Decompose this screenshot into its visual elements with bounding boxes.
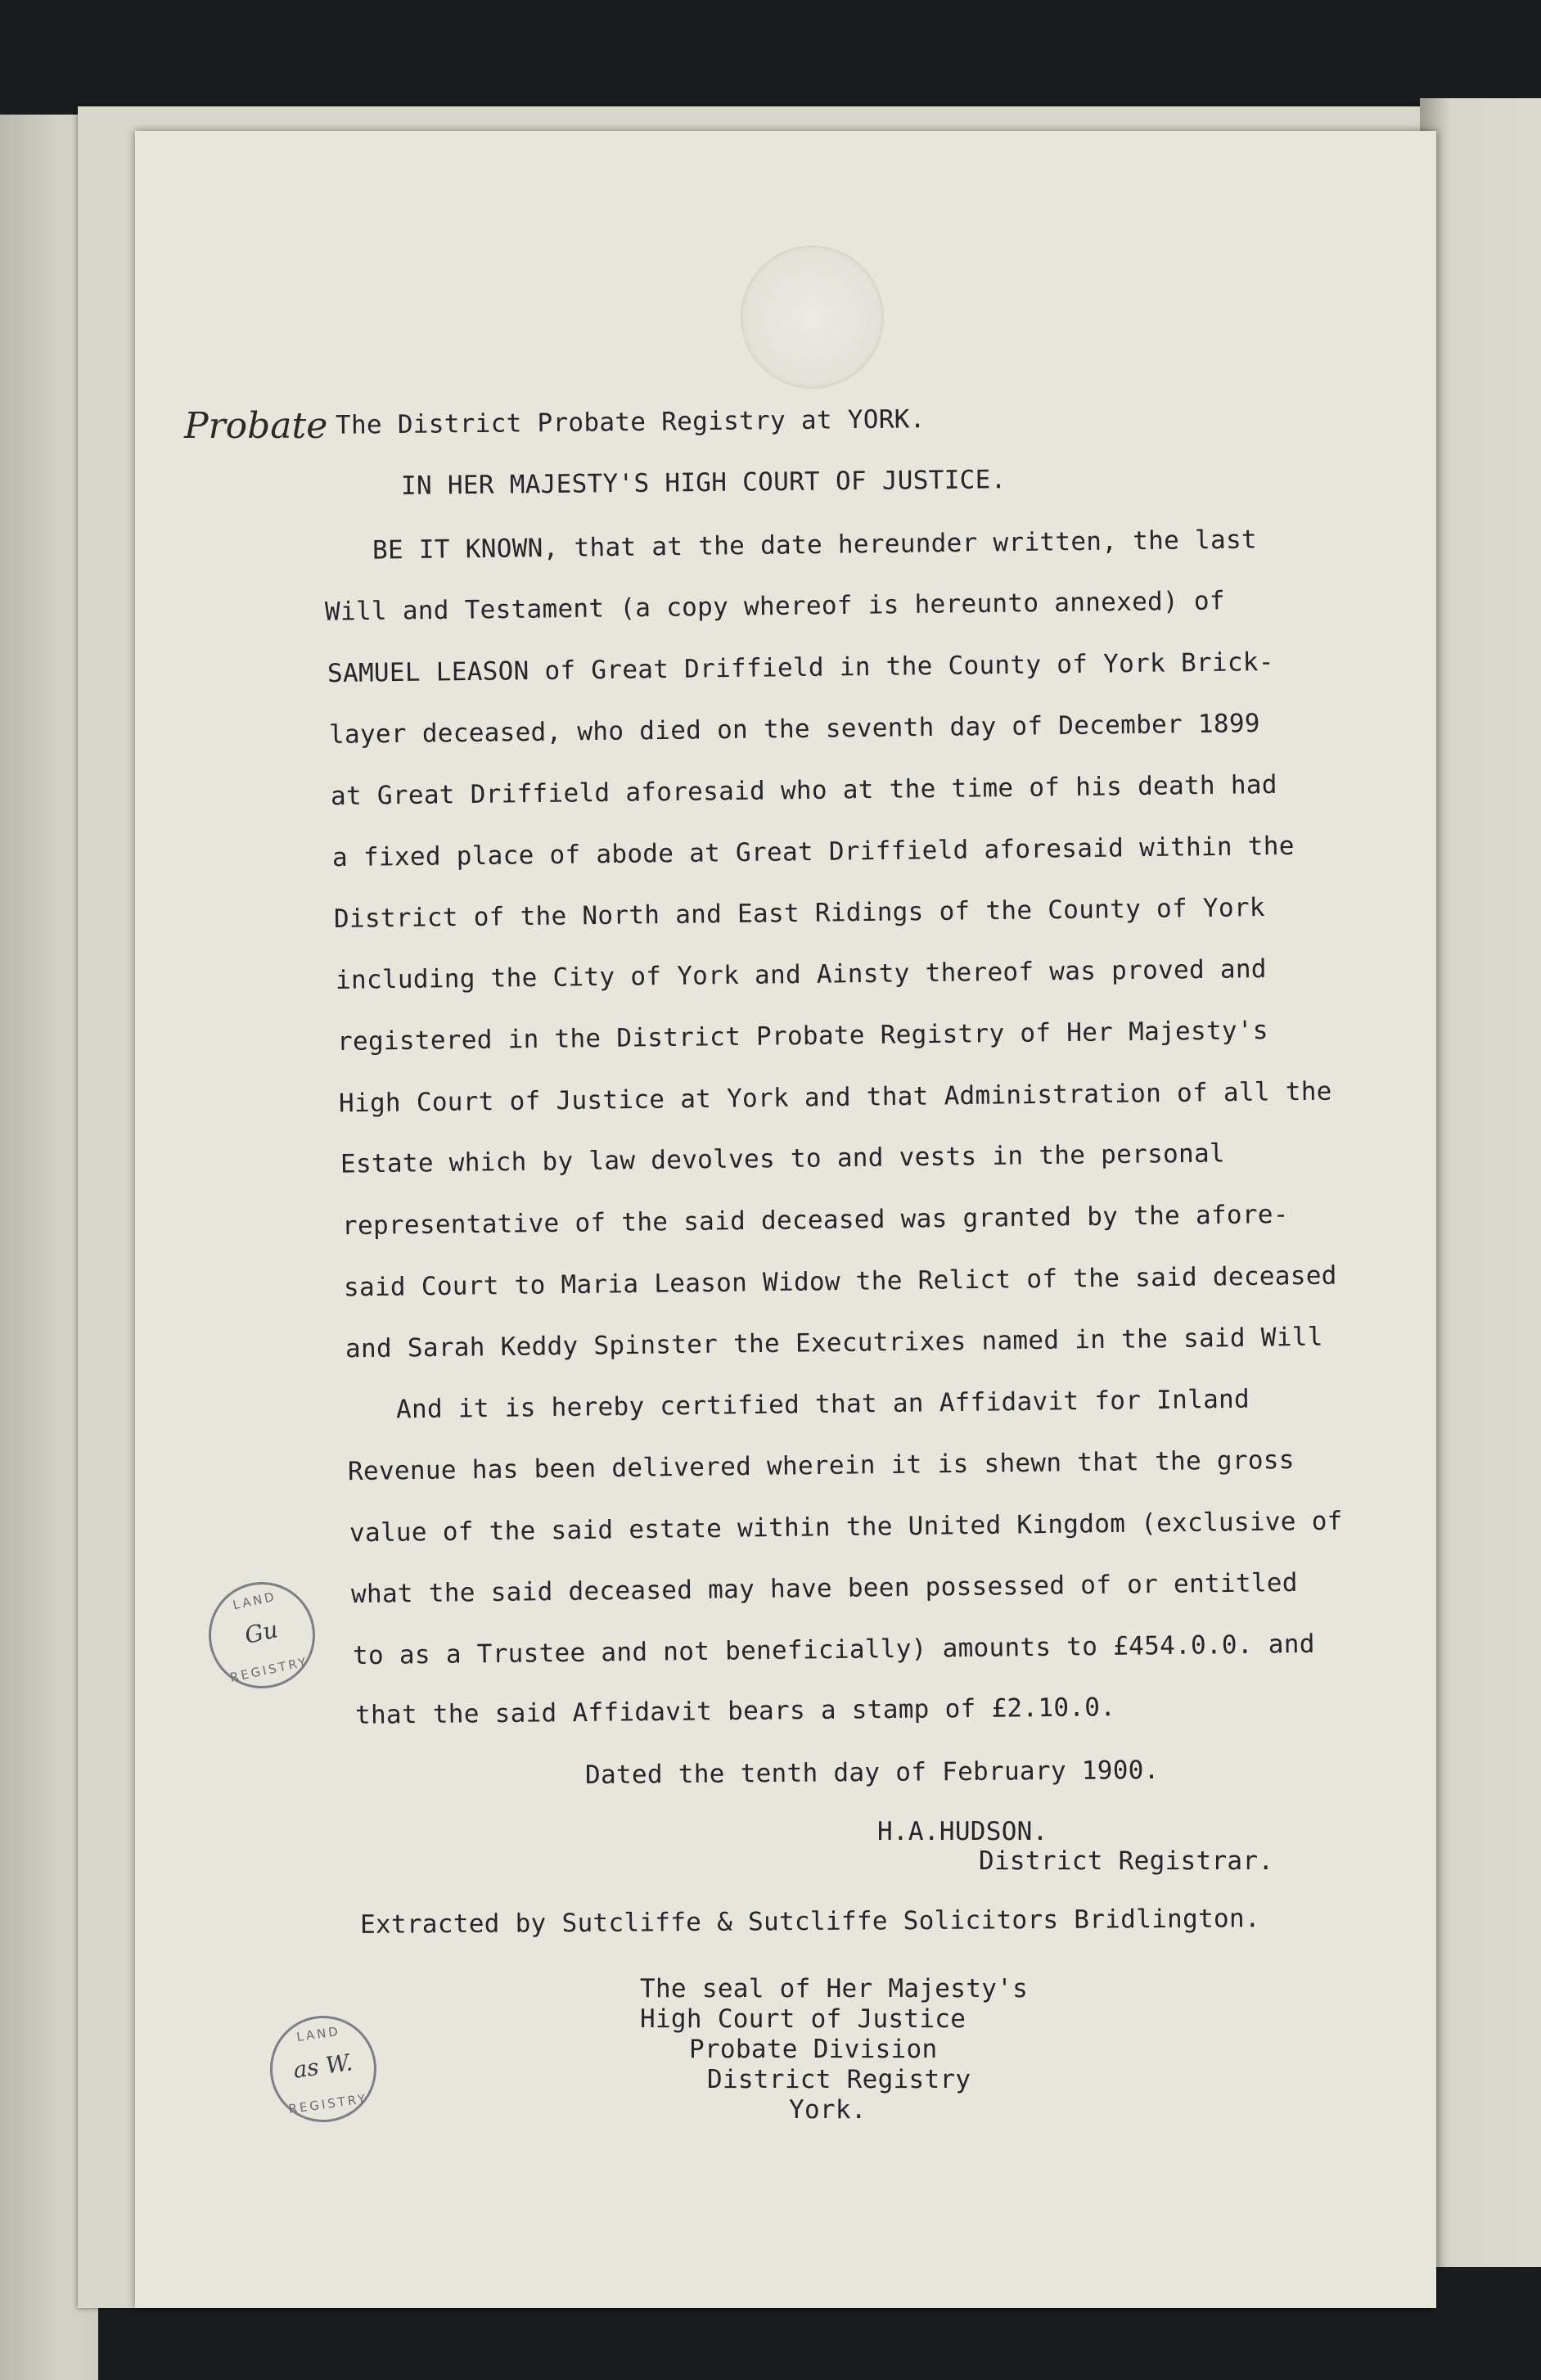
text-line: a fixed place of abode at Great Driffield aforesaid within the (331, 831, 1295, 873)
date-line: Dated the tenth day of February 1900. (584, 1755, 1160, 1791)
text-line: to as a Trustee and not beneficially) amounts to £454.0.0. and (352, 1629, 1315, 1671)
text-line: what the said deceased may have been possessed of or entitled (350, 1567, 1298, 1610)
text-line: said Court to Maria Leason Widow the Relict of the said deceased (343, 1260, 1337, 1303)
text-line: High Court of Justice at York and that Administration of all the (338, 1076, 1332, 1119)
text-line: and Sarah Keddy Spinster the Executrixes named in the said Will (345, 1322, 1323, 1364)
text-line: Estate which by law devolves to and vests in the personal (340, 1138, 1226, 1179)
seal-text: The seal of Her Majesty's (640, 1974, 1029, 2004)
stamp-initials: Gu (242, 1616, 281, 1649)
stamp-initials: as W. (291, 2049, 354, 2084)
text-line: at Great Driffield aforesaid who at the time of his death had (330, 769, 1277, 812)
seal-text: High Court of Justice (640, 2004, 967, 2034)
text-line: value of the said estate within the United Kingdom (exclusive of (349, 1506, 1343, 1548)
text-line: BE IT KNOWN, that at the date hereunder written, the last (372, 525, 1258, 566)
text-line: registered in the District Probate Registry of Her Majesty's (336, 1016, 1269, 1057)
text-line: including the City of York and Ainsty thereof was proved and (335, 954, 1268, 995)
right-facing-page-edge (1420, 98, 1541, 2267)
stamp-ring-top: LAND (295, 2023, 341, 2045)
seal-text: District Registry (707, 2065, 971, 2094)
text-line: layer deceased, who died on the seventh day of December 1899 (328, 709, 1261, 750)
registry-heading: The District Probate Registry at YORK. (335, 404, 926, 440)
stamp-ring-bottom: REGISTRY (228, 1654, 310, 1685)
text-line: representative of the said deceased was granted by the afore- (341, 1199, 1289, 1242)
seal-text: York. (789, 2095, 867, 2125)
margin-annotation: Probate (184, 405, 328, 447)
stamp-ring-bottom: REGISTRY (287, 2090, 369, 2117)
embossed-royal-seal (741, 246, 884, 389)
text-line: And it is hereby certified that an Affidavit for Inland (395, 1384, 1250, 1425)
stamp-ring-top: LAND (231, 1589, 278, 1613)
text-line: that the said Affidavit bears a stamp of £2.10.0. (354, 1693, 1116, 1730)
text-line: District of the North and East Ridings of the County of York (333, 893, 1266, 934)
text-line: Revenue has been delivered wherein it is shewn that the gross (347, 1445, 1295, 1487)
registrar-title: District Registrar. (979, 1846, 1274, 1876)
seal-text: Probate Division (689, 2035, 938, 2064)
registrar-name: H.A.HUDSON. (877, 1817, 1048, 1846)
text-line: SAMUEL LEASON of Great Driffield in the County of York Brick- (327, 647, 1274, 689)
court-heading: IN HER MAJESTY'S HIGH COURT OF JUSTICE. (400, 465, 1007, 501)
extracted-by-line: Extracted by Sutcliffe & Sutcliffe Solicitors Bridlington. (359, 1904, 1261, 1940)
text-line: Will and Testament (a copy whereof is hereunto annexed) of (324, 586, 1226, 627)
